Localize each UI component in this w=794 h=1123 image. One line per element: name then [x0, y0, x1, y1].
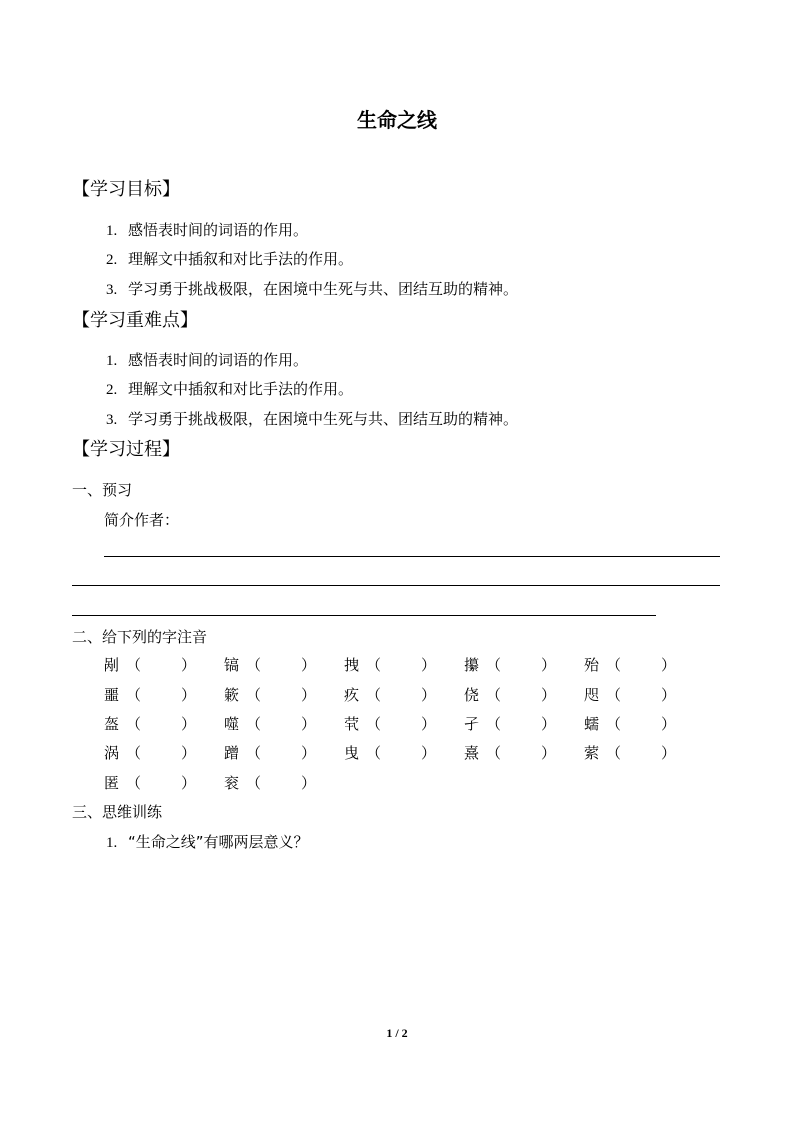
- pinyin-char: 侥: [464, 686, 480, 704]
- question-number: 1.: [106, 835, 118, 851]
- paren-open: （: [486, 656, 502, 674]
- pinyin-item: [344, 714, 436, 734]
- paren-open: （: [486, 744, 502, 762]
- pinyin-item: [344, 655, 436, 675]
- paren-open: （: [246, 744, 262, 762]
- paren-open: （: [246, 774, 262, 792]
- pinyin-item: [584, 655, 676, 675]
- key-point-text: 学习勇于挑战极限，在困境中生死与共、团结互助的精神。: [128, 410, 519, 428]
- paren-open: （: [486, 686, 502, 704]
- paren-close: ）: [541, 715, 557, 733]
- paren-open: （: [126, 686, 142, 704]
- pinyin-char: 簌: [224, 686, 240, 704]
- objective-item: [106, 249, 353, 270]
- pinyin-item: [464, 685, 556, 705]
- answer-line: [104, 556, 720, 557]
- paren-open: （: [126, 656, 142, 674]
- pinyin-char: 攥: [464, 656, 480, 674]
- paren-close: ）: [301, 715, 317, 733]
- paren-open: （: [246, 686, 262, 704]
- paren-close: ）: [661, 686, 677, 704]
- paren-open: （: [366, 686, 382, 704]
- key-point-number: 2.: [106, 382, 118, 398]
- paren-close: ）: [301, 774, 317, 792]
- page-indicator: 1 / 2: [386, 1026, 408, 1040]
- paren-close: ）: [301, 744, 317, 762]
- paren-open: （: [606, 656, 622, 674]
- objective-number: 2.: [106, 252, 118, 268]
- objective-number: 1.: [106, 223, 118, 239]
- pinyin-item: [104, 685, 196, 705]
- paren-close: ）: [421, 656, 437, 674]
- paren-open: （: [246, 656, 262, 674]
- paren-open: （: [126, 744, 142, 762]
- objective-item: [106, 279, 518, 300]
- paren-close: ）: [421, 686, 437, 704]
- pinyin-item: [464, 743, 556, 763]
- pinyin-char: 萦: [584, 744, 600, 762]
- objectives-heading: 【学习目标】: [72, 179, 180, 200]
- key-point-text: 感悟表时间的词语的作用。: [128, 351, 309, 369]
- paren-close: ）: [181, 744, 197, 762]
- key-point-item: [106, 350, 308, 371]
- paren-open: （: [606, 715, 622, 733]
- objective-text: 理解文中插叙和对比手法的作用。: [128, 250, 354, 268]
- pinyin-item: [584, 743, 676, 763]
- pinyin-char: 茕: [344, 715, 360, 733]
- pinyin-char: 拽: [344, 656, 360, 674]
- pinyin-item: [104, 714, 196, 734]
- paren-close: ）: [541, 656, 557, 674]
- paren-close: ）: [181, 774, 197, 792]
- pinyin-char: 匿: [104, 774, 120, 792]
- key-point-item: [106, 379, 353, 400]
- pinyin-char: 蠕: [584, 715, 600, 733]
- objective-text: 学习勇于挑战极限，在困境中生死与共、团结互助的精神。: [128, 280, 519, 298]
- process-heading: 【学习过程】: [72, 439, 180, 460]
- paren-close: ）: [661, 744, 677, 762]
- pinyin-item: [344, 743, 436, 763]
- pinyin-item: [224, 773, 316, 793]
- answer-line: [72, 585, 720, 586]
- pinyin-char: 疚: [344, 686, 360, 704]
- pinyin-char: 噬: [224, 715, 240, 733]
- paren-close: ）: [181, 656, 197, 674]
- paren-open: （: [126, 715, 142, 733]
- paren-open: （: [366, 656, 382, 674]
- pinyin-char: 镐: [224, 656, 240, 674]
- objective-number: 3.: [106, 282, 118, 298]
- paren-open: （: [246, 715, 262, 733]
- objective-item: [106, 220, 308, 241]
- pinyin-item: [464, 714, 556, 734]
- pinyin-char: 咫: [584, 686, 600, 704]
- pinyin-item: [104, 773, 196, 793]
- pinyin-char: 殆: [584, 656, 600, 674]
- pinyin-char: 涡: [104, 744, 120, 762]
- pinyin-item: [224, 714, 316, 734]
- paren-close: ）: [541, 686, 557, 704]
- pinyin-char: 剐: [104, 656, 120, 674]
- paren-open: （: [366, 744, 382, 762]
- preview-heading: 一、预习: [72, 481, 133, 499]
- paren-close: ）: [661, 715, 677, 733]
- pinyin-char: 盔: [104, 715, 120, 733]
- pinyin-char: 孑: [464, 715, 480, 733]
- objective-text: 感悟表时间的词语的作用。: [128, 221, 309, 239]
- key-point-number: 3.: [106, 412, 118, 428]
- pinyin-item: [224, 743, 316, 763]
- paren-open: （: [126, 774, 142, 792]
- key-points-heading: 【学习重难点】: [72, 310, 198, 331]
- pinyin-item: [104, 655, 196, 675]
- author-intro-label: 简介作者：: [104, 511, 180, 529]
- paren-close: ）: [661, 656, 677, 674]
- pinyin-item: [104, 743, 196, 763]
- paren-close: ）: [541, 744, 557, 762]
- page-title: 生命之线: [357, 108, 437, 132]
- pinyin-item: [224, 685, 316, 705]
- paren-close: ）: [301, 686, 317, 704]
- pinyin-item: [584, 685, 676, 705]
- pinyin-item: [464, 655, 556, 675]
- pinyin-char: 噩: [104, 686, 120, 704]
- pinyin-char: 曳: [344, 744, 360, 762]
- paren-close: ）: [301, 656, 317, 674]
- paren-open: （: [366, 715, 382, 733]
- paren-close: ）: [421, 744, 437, 762]
- thinking-question: [106, 832, 309, 853]
- paren-open: （: [486, 715, 502, 733]
- key-point-number: 1.: [106, 353, 118, 369]
- paren-close: ）: [421, 715, 437, 733]
- pinyin-item: [224, 655, 316, 675]
- pinyin-item: [344, 685, 436, 705]
- pinyin-char: 熹: [464, 744, 480, 762]
- paren-open: （: [606, 744, 622, 762]
- paren-close: ）: [181, 715, 197, 733]
- pinyin-char: 衮: [224, 774, 240, 792]
- answer-line: [72, 615, 656, 616]
- pinyin-char: 蹭: [224, 744, 240, 762]
- pinyin-item: [584, 714, 676, 734]
- paren-open: （: [606, 686, 622, 704]
- key-point-item: [106, 409, 518, 430]
- paren-close: ）: [181, 686, 197, 704]
- key-point-text: 理解文中插叙和对比手法的作用。: [128, 380, 354, 398]
- question-text: “生命之线”有哪两层意义？: [128, 833, 309, 851]
- pinyin-heading: 二、给下列的字注音: [72, 628, 208, 646]
- thinking-heading: 三、思维训练: [72, 803, 163, 821]
